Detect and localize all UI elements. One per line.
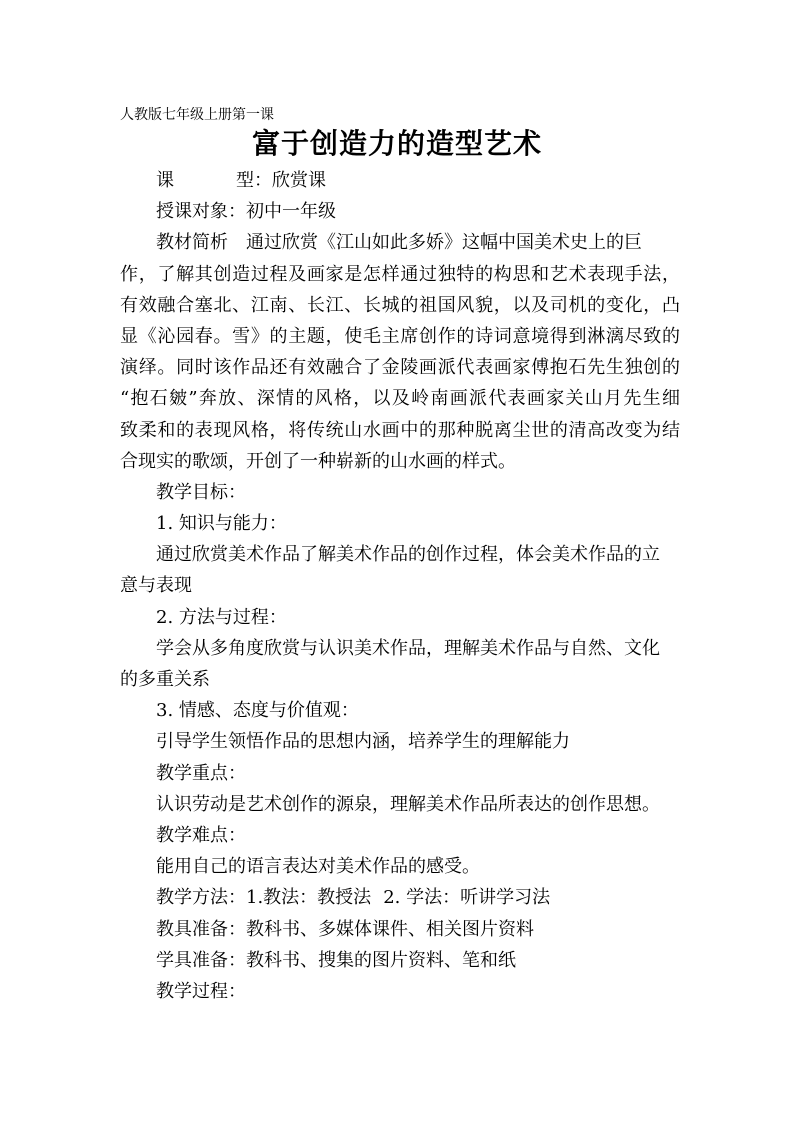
goal-1-line-0: 通过欣赏美术作品了解美术作品的创作过程，体会美术作品的立 (156, 544, 660, 566)
methods-part-1: 教学方法：1.教法：教授法 (156, 887, 372, 909)
intro-label: 教材简析 (156, 232, 228, 254)
methods-line (120, 882, 680, 913)
goal-1-line-1: 意与表现 (120, 575, 192, 597)
page-title: 富于创造力的造型艺术 (251, 127, 542, 160)
intro-line-4: 演绎。同时该作品还有效融合了金陵画派代表画家傅抱石先生独创的 (120, 357, 680, 379)
student-tools-line: 学具准备：教科书、搜集的图片资料、笔和纸 (156, 949, 516, 971)
goal-3-heading: 3. 情感、态度与价值观： (156, 700, 359, 722)
goal-2-heading: 2. 方法与过程： (156, 606, 287, 628)
lesson-type-label-second: 型： (236, 170, 272, 191)
intro-line-7: 合现实的歌颂，开创了一种崭新的山水画的样式。 (120, 450, 516, 472)
intro-line-6: 致柔和的表现风格，将传统山水画中的那种脱离尘世的清高改变为结 (120, 419, 680, 441)
goals-heading: 教学目标： (156, 481, 246, 503)
difficulty-heading: 教学难点： (156, 824, 246, 846)
lesson-type-line (120, 165, 680, 196)
goal-2-line-1: 的多重关系 (120, 669, 210, 690)
key-point-heading: 教学重点： (156, 762, 246, 784)
header-note: 人教版七年级上册第一课 (120, 107, 274, 123)
intro-first-line (120, 227, 680, 258)
intro-line-2: 有效融合塞北、江南、长江、长城的祖国风貌，以及司机的变化，凸 (120, 294, 680, 316)
goal-1-heading: 1. 知识与能力： (156, 513, 287, 535)
intro-line-0: 通过欣赏《江山如此多娇》这幅中国美术史上的巨 (246, 232, 642, 254)
intro-line-3: 显《沁园春。雪》的主题，使毛主席创作的诗词意境得到淋漓尽致的 (120, 325, 680, 347)
audience-line: 授课对象：初中一年级 (156, 201, 336, 223)
lesson-type-value: 欣赏课 (272, 170, 326, 191)
process-heading: 教学过程： (156, 980, 246, 1002)
intro-line-5: “抱石皴”奔放、深情的风格，以及岭南画派代表画家关山月先生细 (120, 388, 680, 410)
goal-3-line: 引导学生领悟作品的思想内涵，培养学生的理解能力 (156, 731, 570, 753)
key-point-line: 认识劳动是艺术创作的源泉，理解美术作品所表达的创作思想。 (156, 793, 660, 815)
goal-2-line-0: 学会从多角度欣赏与认识美术作品，理解美术作品与自然、文化 (156, 637, 660, 659)
teacher-tools-line: 教具准备：教科书、多媒体课件、相关图片资料 (156, 918, 534, 940)
document-body (120, 165, 680, 1007)
intro-line-1: 作，了解其创造过程及画家是怎样通过独特的构思和艺术表现手法， (120, 263, 680, 285)
lesson-type-label-first: 课 (156, 170, 174, 191)
difficulty-line: 能用自己的语言表达对美术作品的感受。 (156, 856, 480, 878)
methods-part-2: 2. 学法：听讲学习法 (383, 887, 551, 909)
